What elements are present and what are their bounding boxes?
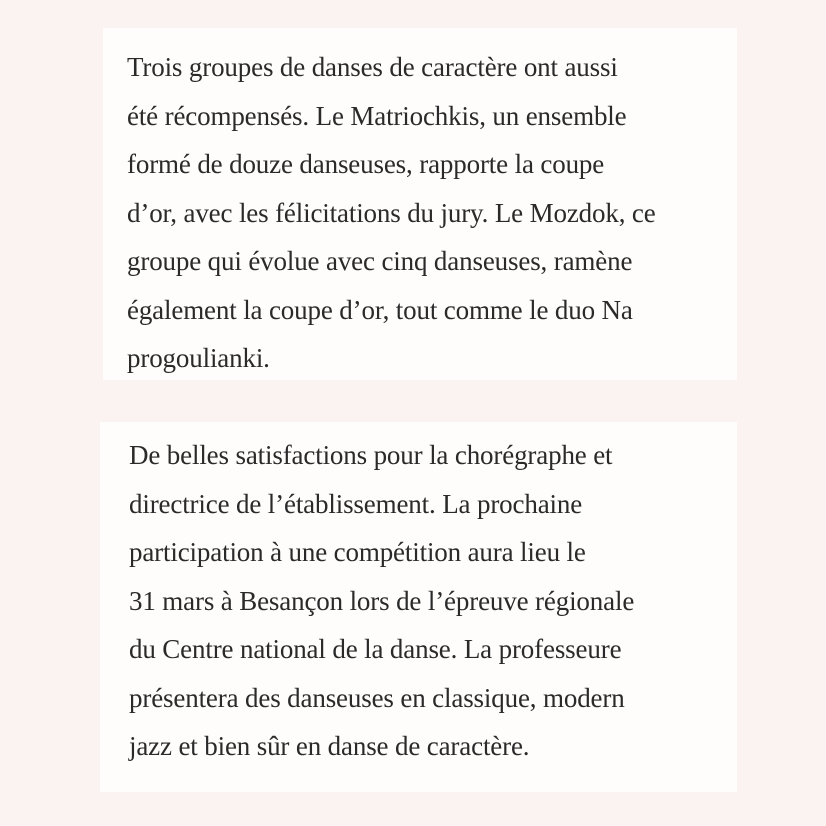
paragraph-2-line: directrice de l’établissement. La prochaine: [129, 488, 583, 519]
paragraph-1-line: groupe qui évolue avec cinq danseuses, ramène: [127, 246, 633, 276]
paragraph-2-line: 31 mars à Besançon lors de l’épreuve régionale: [129, 585, 635, 616]
paragraph-2-line: De belles satisfactions pour la chorégraphe et: [129, 440, 613, 470]
paragraph-1-line: progoulianki.: [127, 343, 270, 373]
paragraph-1-line: été récompensés. Le Matriochkis, un ensemble: [127, 100, 627, 131]
paragraph-2-line: jazz et bien sûr en danse de caractère.: [129, 731, 530, 761]
paragraph-1-line: Trois groupes de danses de caractère ont aussi: [127, 52, 618, 82]
paragraph-card-1: [103, 28, 737, 380]
paragraph-2: [129, 431, 737, 771]
paragraph-2-line: participation à une compétition aura lieu le: [129, 537, 586, 567]
paragraph-1: [127, 43, 737, 383]
paragraph-1-line: également la coupe d’or, tout comme le duo Na: [127, 294, 633, 325]
paragraph-2-line: présentera des danseuses en classique, modern: [129, 682, 625, 713]
paragraph-card-2: [100, 422, 737, 792]
paragraph-1-line: formé de douze danseuses, rapporte la coupe: [127, 149, 605, 179]
paragraph-1-line: d’or, avec les félicitations du jury. Le Mozdok, ce: [127, 197, 656, 228]
paragraph-2-line: du Centre national de la danse. La professeure: [129, 634, 622, 664]
